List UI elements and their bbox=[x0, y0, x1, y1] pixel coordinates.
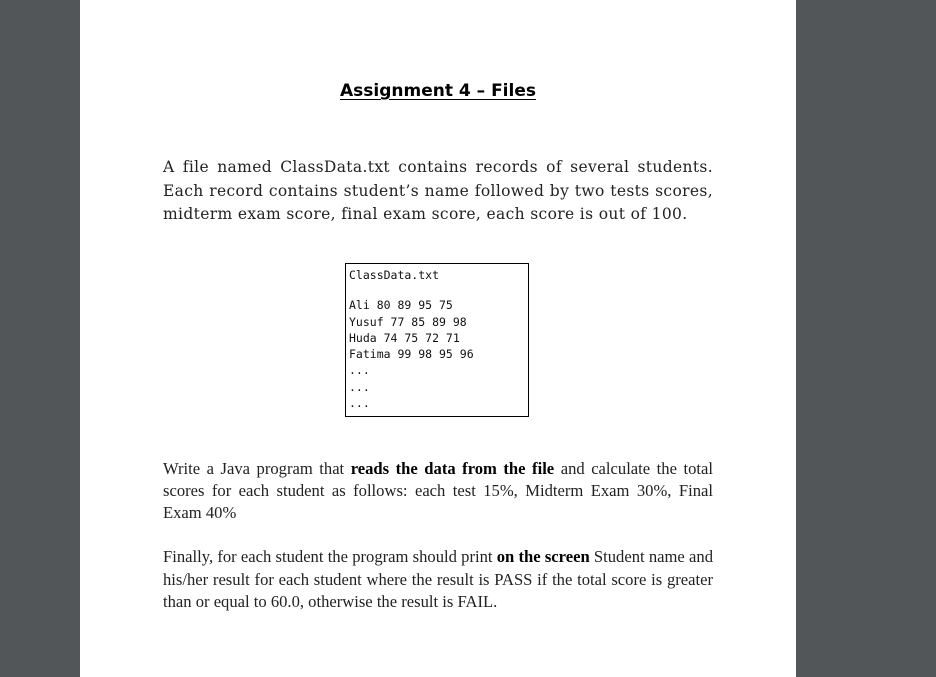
assignment-title-text: Assignment 4 – Files bbox=[340, 81, 536, 101]
task-bold-text: reads the data from the file bbox=[350, 459, 555, 478]
output-paragraph bbox=[163, 546, 713, 614]
task-text: Write a Java program that bbox=[163, 459, 351, 478]
output-text-rest: Student name and his/her result for each student where the result is PASS if the total score is greater than or equal to 60.0, otherwise the result is FAIL. bbox=[163, 547, 713, 611]
file-ellipsis-line: ... bbox=[349, 396, 370, 411]
output-text: Finally, for each student the program should print bbox=[163, 547, 497, 566]
file-ellipsis-line: ... bbox=[349, 363, 370, 378]
output-bold-text: on the screen bbox=[496, 547, 590, 566]
intro-paragraph: A file named ClassData.txt contains records of several students. Each record contains student’s name followed by two tests scores, midterm exam score, final exam score, each score is out of 100. bbox=[163, 158, 713, 223]
file-ellipsis-line: ... bbox=[349, 379, 370, 394]
task-text-rest: and calculate the total scores for each student as follows: each test 15%, Midterm Exam 30%, Final Exam 40% bbox=[163, 459, 713, 522]
document-page bbox=[80, 0, 796, 677]
file-record-line: Huda 74 75 72 71 bbox=[349, 330, 460, 345]
file-record-line: Yusuf 77 85 89 98 bbox=[349, 314, 467, 329]
file-content-box bbox=[345, 263, 529, 417]
task-paragraph bbox=[163, 458, 713, 524]
file-name: ClassData.txt bbox=[349, 268, 440, 282]
file-record-line: Fatima 99 98 95 96 bbox=[349, 347, 474, 362]
assignment-title bbox=[80, 81, 796, 101]
file-record-line: Ali 80 89 95 75 bbox=[349, 298, 453, 313]
